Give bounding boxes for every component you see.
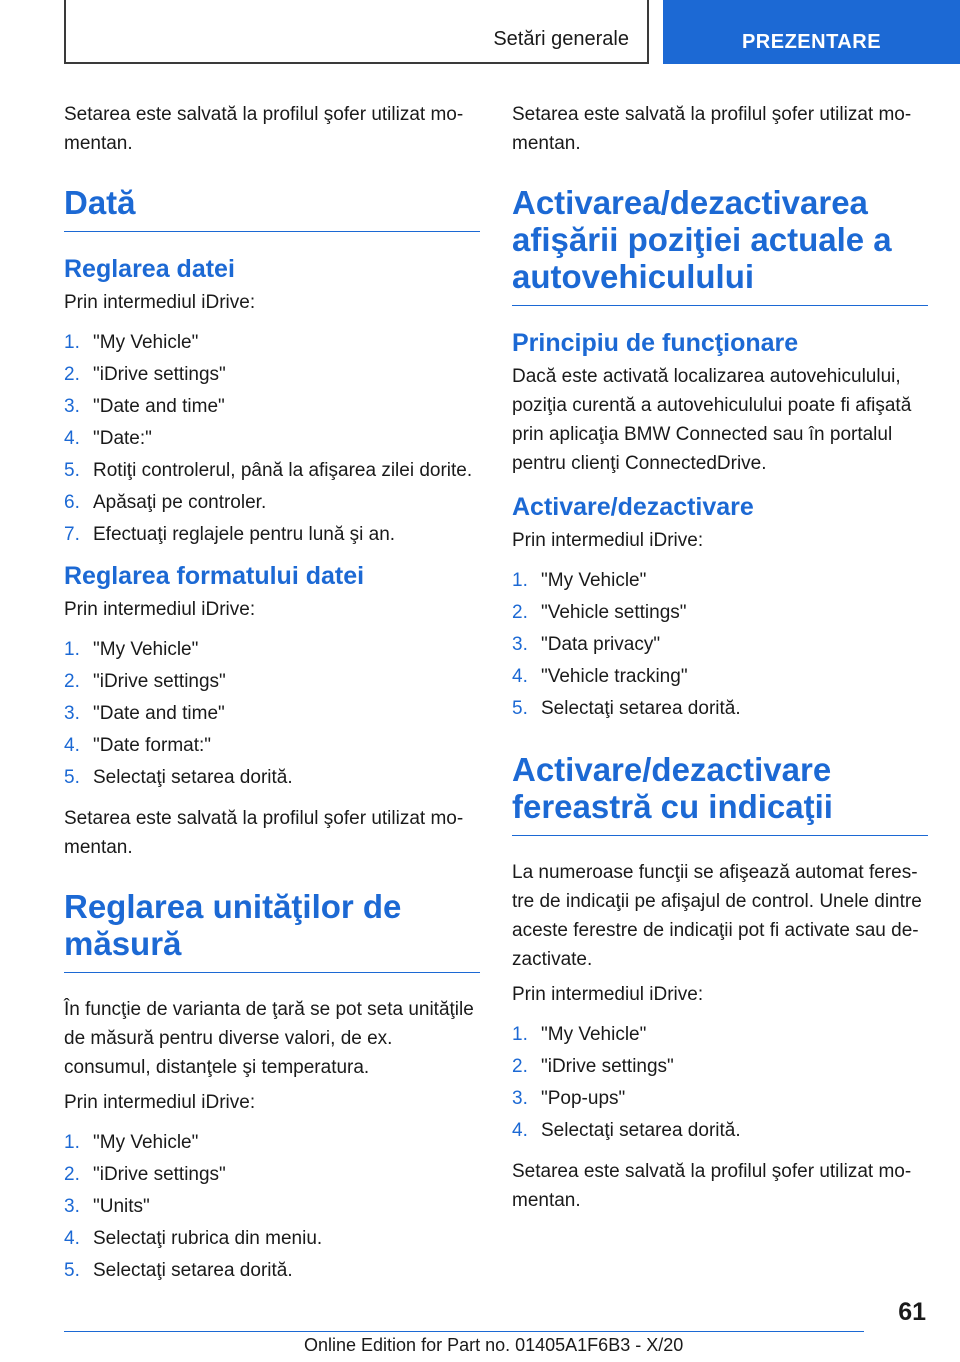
step-text: "Vehicle tracking" (541, 666, 688, 687)
step-text: "Date and time" (93, 703, 225, 724)
step-number: 2. (512, 602, 528, 623)
step-number: 4. (64, 1228, 80, 1249)
subheading-set-date: Reglarea datei (64, 255, 235, 283)
step-item (512, 1051, 928, 1083)
step-text: "Date format:" (93, 735, 212, 756)
step-text: "iDrive settings" (93, 364, 226, 385)
step-text: "iDrive settings" (541, 1056, 674, 1077)
step-item (512, 693, 928, 725)
step-text: Selectaţi setarea dorită. (93, 767, 293, 788)
right-column (512, 100, 928, 1221)
step-text: Selectaţi setarea dorită. (93, 1260, 293, 1281)
step-item (64, 698, 480, 730)
paragraph-popups-description: La numeroase funcţii se afişează automat feres- tre de indicaţii pe afişajul de control. Unele dintre aceste ferestre de indicaţii pot fi activate sau de- zactivate. (512, 862, 922, 970)
step-text: "My Vehicle" (93, 639, 199, 660)
paragraph-saved-note: Setarea este salvată la profilul şofer utilizat mo- mentan. (512, 1161, 912, 1211)
step-text: Selectaţi rubrica din meniu. (93, 1228, 323, 1249)
step-number: 3. (512, 1088, 528, 1109)
step-item (64, 391, 480, 423)
step-item (512, 597, 928, 629)
header-section-title: Setări generale (493, 28, 629, 50)
step-item (64, 327, 480, 359)
step-number: 4. (512, 666, 528, 687)
step-item (64, 666, 480, 698)
paragraph-principle: Dacă este activată localizarea autovehiculului, poziţia curentă a autovehiculului poate fi afişată prin aplicaţia BMW Connected sau în portalul pentru clienţi ConnectedDrive. (512, 366, 912, 474)
step-text: "Vehicle settings" (541, 602, 687, 623)
step-number: 1. (512, 1024, 528, 1045)
step-item (64, 1255, 480, 1287)
step-number: 1. (64, 332, 80, 353)
step-number: 4. (64, 735, 80, 756)
steps-list-vehicle-tracking (512, 565, 928, 725)
subheading-date-format: Reglarea formatului datei (64, 562, 365, 590)
step-number: 5. (512, 698, 528, 719)
step-item (64, 762, 480, 794)
header-section-box (64, 0, 649, 64)
step-text: "Data privacy" (541, 634, 661, 655)
step-item (64, 423, 480, 455)
paragraph-saved-note: Setarea este salvată la profilul şofer utilizat mo-mentan. (64, 104, 464, 154)
step-item (512, 1083, 928, 1115)
step-text: Apăsaţi pe controler. (93, 492, 267, 513)
step-number: 5. (64, 767, 80, 788)
step-item (64, 730, 480, 762)
step-number: 3. (64, 703, 80, 724)
step-item (64, 1127, 480, 1159)
step-text: Efectuaţi reglajele pentru lună şi an. (93, 524, 396, 545)
step-item (512, 661, 928, 693)
left-column (64, 100, 480, 1297)
step-text: "iDrive settings" (93, 671, 226, 692)
step-number: 4. (512, 1120, 528, 1141)
heading-units: Reglarea unităţilor de măsură (64, 888, 480, 973)
paragraph-via-idrive: Prin intermediul iDrive: (512, 984, 704, 1005)
step-text: "Units" (93, 1196, 150, 1217)
step-number: 5. (64, 460, 80, 481)
step-text: Selectaţi setarea dorită. (541, 1120, 741, 1141)
step-item (64, 455, 480, 487)
step-text: Selectaţi setarea dorită. (541, 698, 741, 719)
step-item (64, 1191, 480, 1223)
step-text: "iDrive settings" (93, 1164, 226, 1185)
heading-popups: Activare/dezactivare fereastră cu indicaţii (512, 751, 928, 836)
step-number: 2. (64, 1164, 80, 1185)
step-number: 5. (64, 1260, 80, 1281)
step-number: 1. (64, 639, 80, 660)
footer-divider (64, 1331, 864, 1332)
step-item (64, 1223, 480, 1255)
header-chapter-tab: PREZENTARE (663, 0, 960, 64)
paragraph-via-idrive: Prin intermediul iDrive: (64, 292, 256, 313)
step-text: Rotiţi controlerul, până la afişarea zilei dorite. (93, 460, 473, 481)
step-item (512, 1115, 928, 1147)
steps-list-units (64, 1127, 480, 1287)
step-item (64, 519, 480, 551)
step-number: 2. (512, 1056, 528, 1077)
step-text: "My Vehicle" (93, 332, 199, 353)
paragraph-units-description: În funcţie de varianta de ţară se pot seta unităţile de măsură pentru diverse valori, de ex. consumul, distanţele şi temperatura. (64, 999, 474, 1078)
step-text: "Pop-ups" (541, 1088, 626, 1109)
heading-date: Dată (64, 184, 480, 232)
step-item (64, 359, 480, 391)
step-number: 3. (512, 634, 528, 655)
step-text: "My Vehicle" (541, 570, 647, 591)
step-item (64, 487, 480, 519)
step-item (64, 1159, 480, 1191)
step-number: 2. (64, 364, 80, 385)
page-number: 61 (898, 1298, 926, 1326)
paragraph-saved-note: Setarea este salvată la profilul şofer utilizat mo- mentan. (64, 808, 464, 858)
step-item (512, 629, 928, 661)
step-text: "Date and time" (93, 396, 225, 417)
step-item (512, 565, 928, 597)
step-number: 1. (512, 570, 528, 591)
steps-list-popups (512, 1019, 928, 1147)
paragraph-via-idrive: Prin intermediul iDrive: (64, 1092, 256, 1113)
paragraph-via-idrive: Prin intermediul iDrive: (64, 599, 256, 620)
step-number: 2. (64, 671, 80, 692)
footer-edition-text: Online Edition for Part no. 01405A1F6B3 - X/20 (304, 1335, 684, 1355)
step-number: 1. (64, 1132, 80, 1153)
step-number: 6. (64, 492, 80, 513)
heading-vehicle-position: Activarea/dezactivarea afişării poziţiei actuale a autovehiculului (512, 184, 928, 306)
step-item (512, 1019, 928, 1051)
paragraph-saved-note: Setarea este salvată la profilul şofer utilizat mo- mentan. (512, 104, 912, 154)
subheading-activation: Activare/dezactivare (512, 493, 754, 521)
step-text: "My Vehicle" (541, 1024, 647, 1045)
step-item (64, 634, 480, 666)
step-number: 4. (64, 428, 80, 449)
step-text: "Date:" (93, 428, 152, 449)
step-text: "My Vehicle" (93, 1132, 199, 1153)
step-number: 3. (64, 396, 80, 417)
steps-list-date-format (64, 634, 480, 794)
subheading-principle: Principiu de funcţionare (512, 329, 799, 357)
step-number: 3. (64, 1196, 80, 1217)
step-number: 7. (64, 524, 80, 545)
steps-list-set-date (64, 327, 480, 551)
paragraph-via-idrive: Prin intermediul iDrive: (512, 530, 704, 551)
